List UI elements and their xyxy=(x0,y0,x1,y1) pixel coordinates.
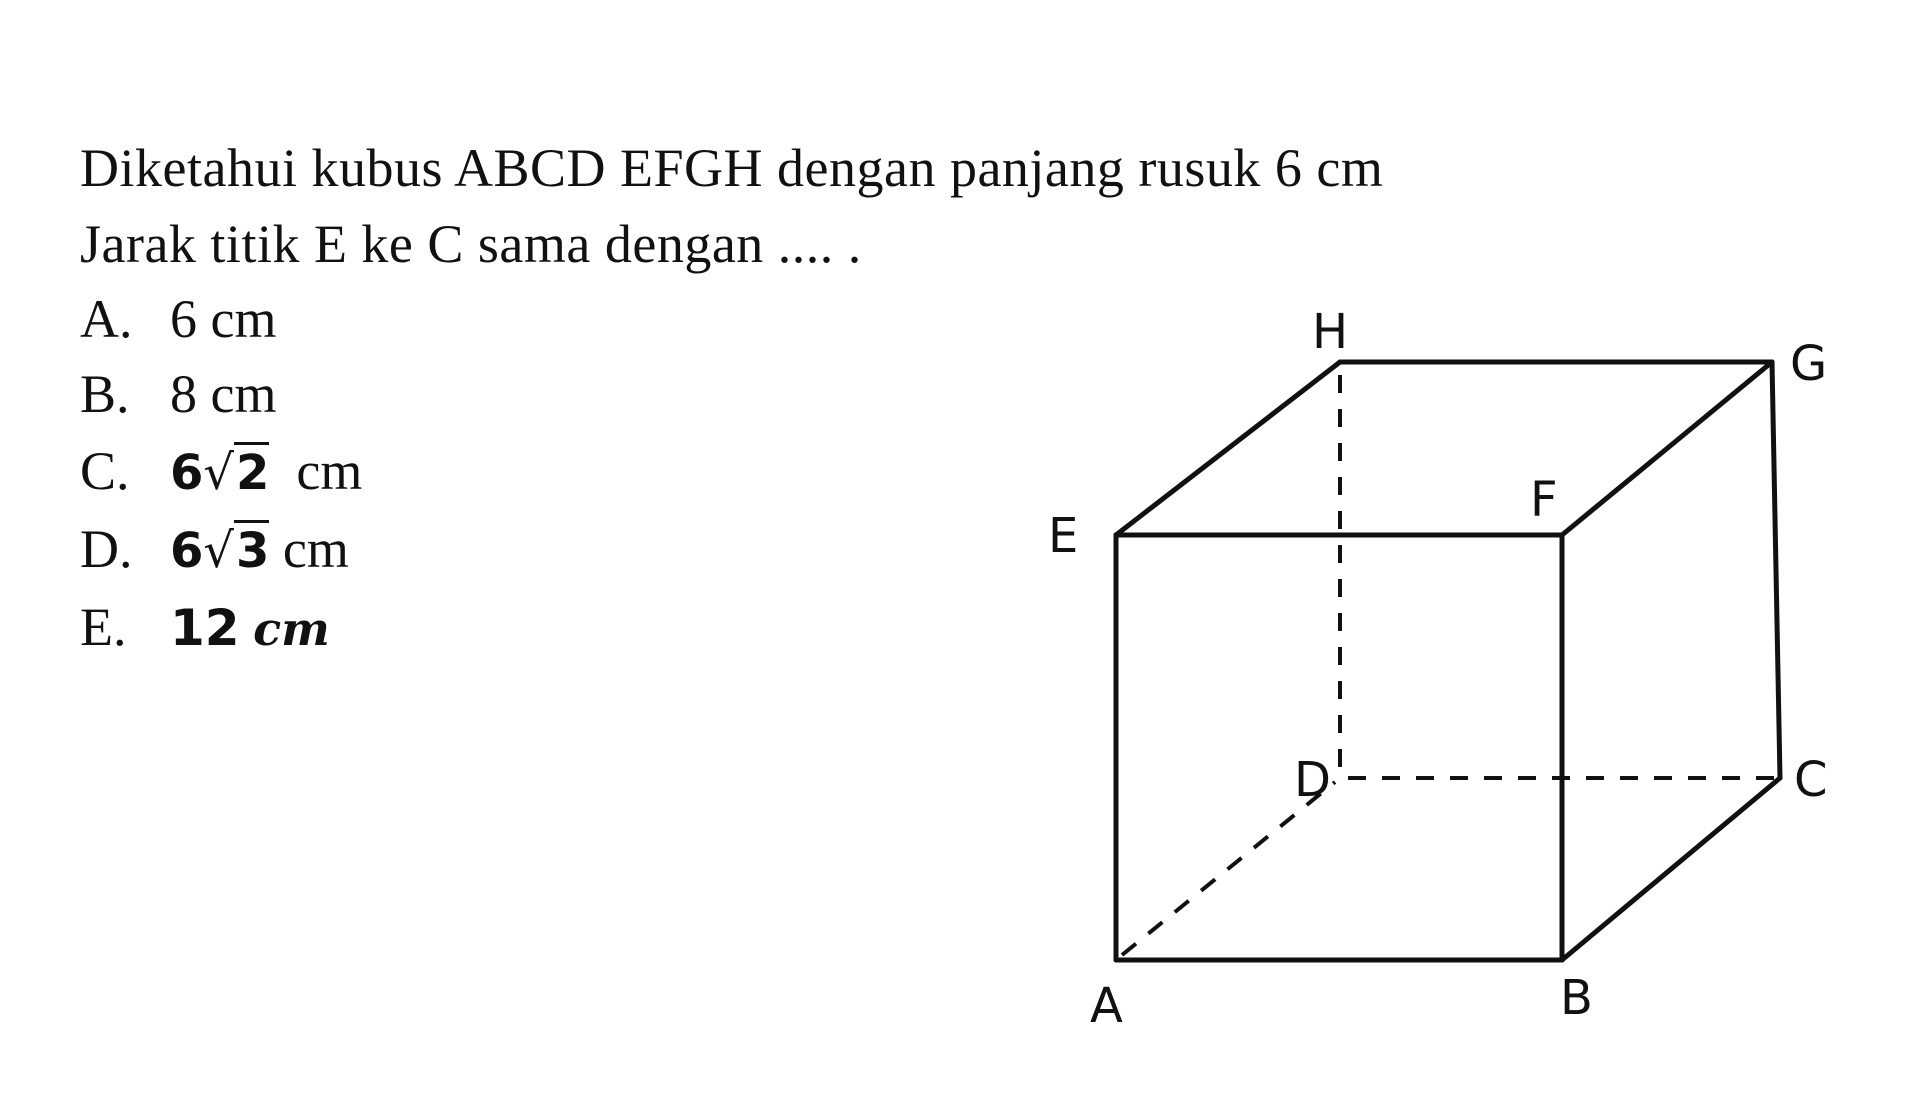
option-letter: A. xyxy=(80,289,133,349)
option-coefficient: 6 xyxy=(170,445,204,501)
edge-bc xyxy=(1562,778,1780,960)
vertex-label-c: C xyxy=(1794,752,1828,808)
option-value: 6 cm xyxy=(170,289,277,349)
sqrt-icon: √ xyxy=(203,523,234,579)
vertex-label-d: D xyxy=(1294,752,1331,808)
option-radicand: 3 xyxy=(234,520,269,579)
option-letter: D. xyxy=(80,519,133,579)
question-line-1: Diketahui kubus ABCD EFGH dengan panjang rusuk 6 cm xyxy=(80,138,1384,198)
option-letter: C. xyxy=(80,441,130,501)
vertex-label-a: A xyxy=(1090,978,1123,1034)
edge-eh xyxy=(1116,362,1340,535)
vertex-label-f: F xyxy=(1530,472,1558,528)
question-line-2: Jarak titik E ke C sama dengan .... . xyxy=(80,214,862,274)
sqrt-icon: √ xyxy=(203,445,234,501)
edge-gc xyxy=(1772,362,1780,778)
vertex-label-e: E xyxy=(1048,508,1079,564)
option-letter: E. xyxy=(80,597,127,657)
vertex-label-b: B xyxy=(1560,970,1593,1026)
option-value: 8 cm xyxy=(170,364,277,424)
option-coefficient: 6 xyxy=(170,523,204,579)
edge-fg xyxy=(1562,362,1772,535)
vertex-label-h: H xyxy=(1312,304,1349,360)
vertex-label-g: G xyxy=(1790,336,1828,392)
option-unit: cm xyxy=(282,519,349,579)
option-value: 12 xyxy=(170,599,240,657)
option-letter: B. xyxy=(80,364,130,424)
option-unit: cm xyxy=(296,441,363,501)
option-unit: cm xyxy=(253,602,330,656)
option-radicand: 2 xyxy=(234,442,269,501)
